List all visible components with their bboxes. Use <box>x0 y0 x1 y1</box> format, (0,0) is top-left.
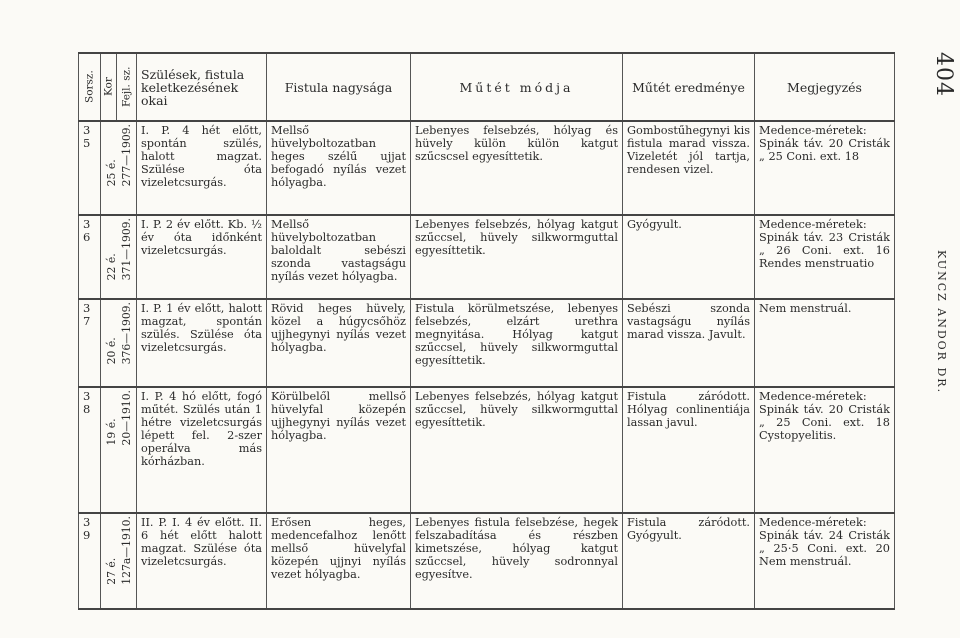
cell-kor: 19 é. <box>104 418 118 446</box>
cell-mutet: Lebenyes felsebzés, hólyag és hüvely külön külön katgut szűcscsel egyesíttetik. <box>411 121 623 215</box>
cell-sorsz: 36 <box>79 215 101 299</box>
cell-megjegyzes: Medence-méretek: Spinák táv. 20 Cristák „ 25 Coni. ext. 18 Cystopyelitis. <box>755 387 895 513</box>
cell-eredmeny: Gyógyult. <box>623 215 755 299</box>
header-megjegyzes: Megjegyzés <box>755 53 895 121</box>
header-kor: Kor <box>101 53 117 121</box>
header-szulesek: Szülések, fistula keletkezésének okai <box>137 53 267 121</box>
header-nagysag: Fistula nagysága <box>267 53 411 121</box>
cell-eredmeny: Sebészi szonda vastagságu nyílás marad vissza. Javult. <box>623 299 755 387</box>
cell-kor-fejl <box>101 299 137 387</box>
cell-mutet: Lebenyes fistula felsebzése, hegek felszabadítása és részben kimetszése, hólyag katgut szűccsel, hüvely sodronnyal egyesítve. <box>411 513 623 609</box>
table-row <box>79 513 895 609</box>
cell-fejl: 127a—1910. <box>119 516 133 585</box>
cell-fejl: 376—1909. <box>119 302 133 365</box>
table-row <box>79 215 895 299</box>
cell-szulesek: I. P. 1 év előtt, halott magzat, spontán szülés. Szülése óta vizeletcsurgás. <box>137 299 267 387</box>
cell-mutet: Lebenyes felsebzés, hólyag katgut szűccsel, hüvely silkwormguttal egyesíttetik. <box>411 387 623 513</box>
cell-kor: 25 é. <box>104 159 118 187</box>
cell-nagysag: Mellső hüvelyboltozatban baloldalt sebészi szonda vastagságu nyílás vezet hólyagba. <box>267 215 411 299</box>
header-sorsz: Sorsz. <box>79 53 101 121</box>
cell-kor: 27 é. <box>104 557 118 585</box>
cell-sorsz: 35 <box>79 121 101 215</box>
cell-megjegyzes: Nem menstruál. <box>755 299 895 387</box>
cell-sorsz: 39 <box>79 513 101 609</box>
header-mutet: Műtét módja <box>411 53 623 121</box>
cell-eredmeny: Fistula záródott. Gyógyult. <box>623 513 755 609</box>
case-register-table <box>78 52 895 610</box>
cell-fejl: 20—1910. <box>119 390 133 446</box>
cell-megjegyzes: Medence-méretek: Spinák táv. 20 Cristák „ 25 Coni. ext. 18 <box>755 121 895 215</box>
header-row <box>79 53 895 121</box>
cell-kor-fejl <box>101 215 137 299</box>
table-row <box>79 299 895 387</box>
cell-megjegyzes: Medence-méretek: Spinák táv. 23 Cristák „ 26 Coni. ext. 16 Rendes menstruatio <box>755 215 895 299</box>
cell-mutet: Lebenyes felsebzés, hólyag katgut szűccsel, hüvely silkwormguttal egyesíttetik. <box>411 215 623 299</box>
cell-kor-fejl <box>101 121 137 215</box>
page-number: 404 <box>931 51 956 97</box>
table-row <box>79 387 895 513</box>
cell-kor: 22 é. <box>104 253 118 281</box>
cell-szulesek: II. P. I. 4 év előtt. II. 6 hét előtt halott magzat. Szülése óta vizeletcsurgás. <box>137 513 267 609</box>
cell-eredmeny: Gombostűhegynyi kis fistula marad vissza. Vizeletét jól tartja, rendesen vizel. <box>623 121 755 215</box>
cell-kor-fejl <box>101 513 137 609</box>
cell-kor-fejl <box>101 387 137 513</box>
cell-fejl: 371—1909. <box>119 218 133 281</box>
cell-szulesek: I. P. 2 év előtt. Kb. ½ év óta időnként vizeletcsurgás. <box>137 215 267 299</box>
cell-fejl: 277—1909. <box>119 124 133 187</box>
cell-mutet: Fistula körülmetszése, lebenyes felsebzés, elzárt urethra megnyitása. Hólyag katgut szűccsel, hüvely silkwormguttal egyesíttetik. <box>411 299 623 387</box>
header-fejl: Fejl. sz. <box>117 53 137 121</box>
cell-nagysag: Erősen heges, medencefalhoz lenőtt mellső hüvelyfal közepén ujjnyi nyílás vezet hólyagba. <box>267 513 411 609</box>
cell-eredmeny: Fistula záródott. Hólyag conlinentiája lassan javul. <box>623 387 755 513</box>
cell-szulesek: I. P. 4 hó előtt, fogó műtét. Szülés után 1 hétre vizeletcsurgás lépett fel. 2-szer operálva más kórházban. <box>137 387 267 513</box>
cell-kor: 20 é. <box>104 337 118 365</box>
cell-nagysag: Rövid heges hüvely, közel a húgycsőhöz ujjhegynyi nyílás vezet hólyagba. <box>267 299 411 387</box>
cell-nagysag: Mellső hüvelyboltozatban heges szélű ujjat befogadó nyílás vezet hólyagba. <box>267 121 411 215</box>
cell-sorsz: 38 <box>79 387 101 513</box>
cell-megjegyzes: Medence-méretek: Spinák táv. 24 Cristák „ 25·5 Coni. ext. 20 Nem menstruál. <box>755 513 895 609</box>
running-head: KUNCZ ANDOR DR. <box>935 250 948 395</box>
cell-nagysag: Körülbelől mellső hüvelyfal közepén ujjhegynyi nyílás vezet hólyagba. <box>267 387 411 513</box>
cell-sorsz: 37 <box>79 299 101 387</box>
cell-szulesek: I. P. 4 hét előtt, spontán szülés, halott magzat. Szülése óta vizeletcsurgás. <box>137 121 267 215</box>
table-row <box>79 121 895 215</box>
header-eredmeny: Műtét eredménye <box>623 53 755 121</box>
